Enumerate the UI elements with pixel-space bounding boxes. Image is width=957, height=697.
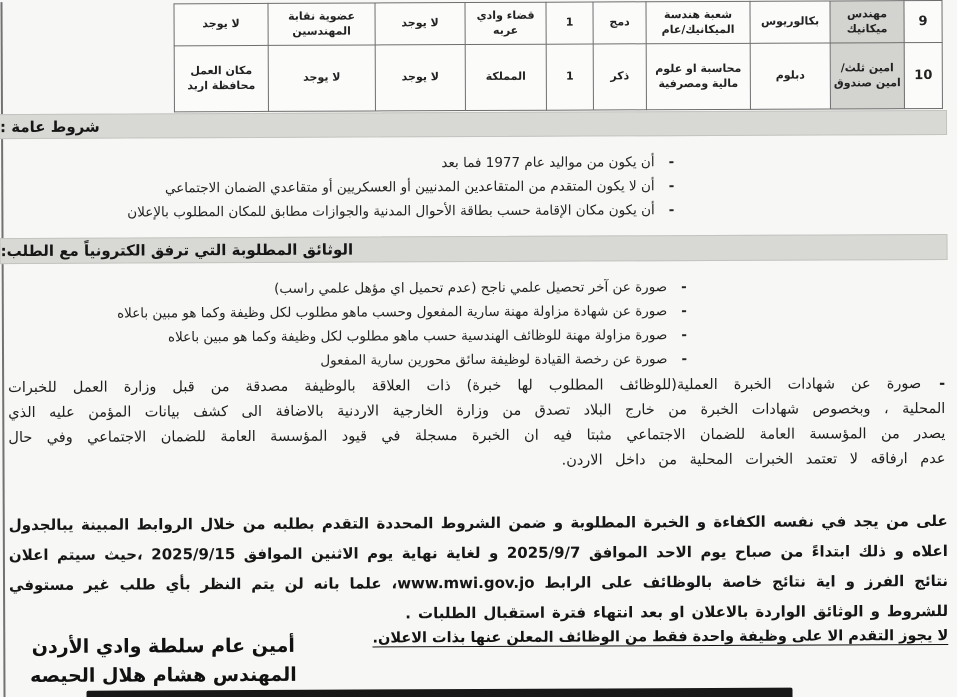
cell-gender: ذكر (593, 44, 646, 110)
required-documents-heading-bar (0, 234, 948, 264)
document-item-text: صورة عن شهادة مزاولة مهنة سارية المفعول وحسب ماهو مطلوب لكل وظيفة وكما هو مبين باعلاه (117, 303, 668, 322)
cell-experience: لا يوجد (375, 3, 465, 45)
cell-notes: لا يوجد (174, 3, 268, 45)
cell-job-title: مهندس ميكانيك (830, 1, 904, 43)
bullet-dash-icon: - (681, 303, 687, 320)
general-conditions-heading: شروط عامة : (0, 117, 100, 136)
table-row-9 (174, 0, 942, 45)
application-period-text-after: ، علما بانه لن يتم النظر بأي طلب غير مستوفي للشروط و الوثائق الواردة بالاعلان او بعد انتهاء فترة استقبال الطلبات . (8, 574, 949, 623)
bullet-dash-icon: - (668, 178, 675, 195)
general-condition-text: أن لا يكون المتقدم من المتقاعدين المدنيين أو العسكريين أو متقاعدي الضمان الاجتماعي (164, 178, 655, 197)
list-item (127, 198, 674, 224)
cell-job-title: امين ثلث/امين صندوق (830, 43, 904, 109)
bullet-dash-icon: - (681, 327, 687, 344)
list-item (117, 347, 687, 373)
required-documents-heading: الوثائق المطلوبة التي ترفق الكترونياً مع الطلب: (0, 240, 354, 261)
jobs-table (173, 0, 942, 112)
application-period-text-before: على من يجد في نفسه الكفاءة و الخبرة المطلوبة و ضمن الشروط المحددة التقدم بطلبه من خلال الروابط المبينة يبالجدول اعلاه و ذلك ابتداءً من صباح يوم الاحد الموافق 2025/9/7 و لغاية نهاية يوم الاثنين الموافق 2025/9/15 ،حيث سيتم اعلان نتائج الفرز و اية نتائج خاصة بالوظائف على الرابط (8, 511, 949, 592)
ministry-website-url: www.mwi.gov.jo (397, 573, 535, 593)
cell-gender: دمج (593, 2, 646, 44)
bullet-dash-icon: - (681, 279, 687, 296)
signature-block (29, 632, 297, 691)
document-item-text: صورة مزاولة مهنة للوظائف الهندسية حسب ماهو مطلوب لكل وظيفة وكما هو مبين باعلاه (167, 327, 668, 346)
general-conditions-list (127, 149, 944, 225)
cell-count: 1 (546, 44, 593, 110)
document-item-text: صورة عن رخصة القيادة لوظيفة سائق محورين سارية المفعول (320, 351, 668, 369)
document-item-text: صورة عن آخر تحصيل علمي ناجح (عدم تحميل اي مؤهل علمي راسب) (274, 279, 668, 297)
general-conditions-heading-bar (0, 110, 947, 139)
cell-license: عضوية نقابة المهندسين (268, 3, 375, 45)
bullet-dash-icon: - (668, 202, 675, 219)
cell-job-number: 10 (904, 42, 942, 108)
cell-location: قضاء وادي عربه (465, 2, 546, 44)
cell-degree: بكالوريوس (750, 1, 830, 43)
cell-notes: مكان العمل محافظة اربد (174, 45, 268, 111)
list-item (127, 174, 674, 200)
signature-name: المهندس هشام هلال الحيصه (30, 663, 297, 687)
cell-location: المملكة (465, 44, 546, 110)
list-item (127, 150, 674, 176)
bullet-dash-icon: - (681, 351, 688, 368)
cell-degree: دبلوم (750, 43, 830, 109)
page-left-border (0, 2, 5, 697)
cell-count: 1 (546, 2, 593, 44)
table-row-10 (174, 42, 942, 111)
cell-specialization: محاسبة او علوم مالية ومصرفية (646, 43, 750, 109)
cell-experience: لا يوجد (375, 45, 465, 111)
required-documents-list (117, 274, 945, 374)
single-application-rule: لا يجوز التقدم الا على وظيفة واحدة فقط من الوظائف المعلن عنها بذات الاعلان. (372, 627, 949, 647)
cell-license: لا يوجد (268, 45, 375, 111)
bullet-dash-icon: - (939, 375, 946, 392)
application-period-paragraph (9, 506, 949, 630)
list-item (117, 323, 687, 349)
list-item (117, 299, 687, 325)
experience-certificates-text: صورة عن شهادات الخبرة العملية(للوظائف المطلوب لها خبرة) ذات العلاقة بالوظيفة مصدقة من قبل وزارة العمل للخبرات المحلية ، وبخصوص شهادات الخبرة من خارج البلاد تصدق من وزارة الخارجية الاردنية بالاضافة الى كشف بيانات المؤمن عليه الذي يصدر من المؤسسة العامة للضمان الاجتماعي مثبتا فيه ان الخبرة مسجلة في قيود المؤسسة العامة للضمان الاجتماعي وفي حال عدم ارفاقه لا تعتمد الخبرات المحلية من داخل الاردن. (8, 376, 946, 469)
list-item (117, 275, 687, 301)
cell-job-number: 9 (904, 0, 942, 42)
bullet-dash-icon: - (668, 154, 675, 171)
signature-title: أمين عام سلطة وادي الأردن (31, 634, 295, 658)
general-condition-text: أن يكون من مواليد عام 1977 فما بعد (441, 154, 655, 172)
general-condition-text: أن يكون مكان الإقامة حسب بطاقة الأحوال المدنية والجوازات مطابق للمكان المطلوب بالإعلان (127, 202, 655, 221)
cell-specialization: شعبة هندسة الميكانيك/عام (646, 1, 750, 43)
experience-certificates-paragraph (8, 372, 945, 476)
